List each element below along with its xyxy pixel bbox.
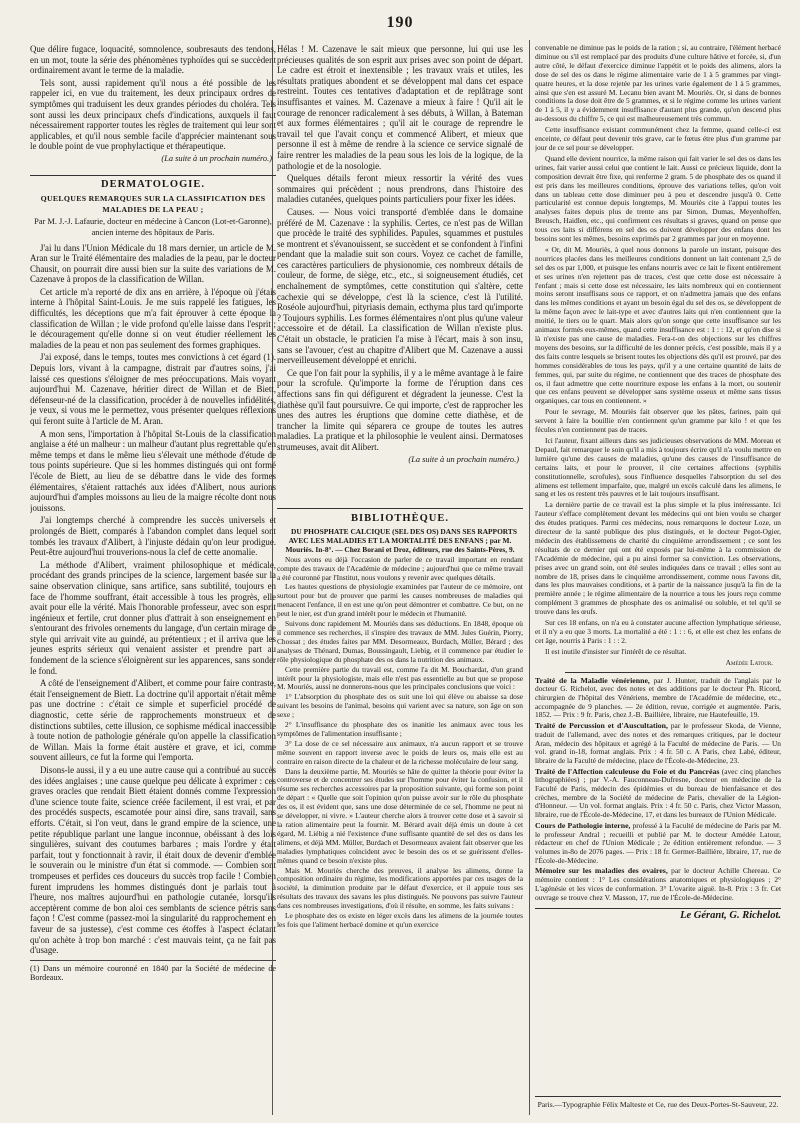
- printer-imprint: Paris.—Typographie Félix Malteste et Ce, rue des Deux-Portes-St-Sauveur, 22.: [535, 1096, 781, 1109]
- paragraph: Suivons donc rapidement M. Mouriès dans ses déductions. En 1848, époque où il commence ses recherches, il s'inspire des travaux de MM. Jules Guérin, Piorry, Chossat ; des études faites par MM. Desormeaux, Burdach, Müller, Bérard ; des analyses de Thénard, Dumas, Boussingault, Liebig, et il commence par étudier le rôle physiologique du phosphate des os dans la nutrition des animaux.: [277, 619, 523, 664]
- bibliotheque-header: [277, 498, 523, 528]
- page-number: 190: [386, 14, 414, 31]
- paragraph: Il est inutile d'insister sur l'intérêt de ce résultat.: [545, 646, 687, 656]
- paragraph: La dernière partie de ce travail est la plus simple et la plus intéressante. Ici l'auteur s'efface complètement devant les médecins qui ont bien voulu se charger des études pratiques. Parmi ces médecins, nous remarquons le docteur Loze, un directeur de la santé publique des plus distingués, et le docteur Pegot-Ogier, médecin des établissemens de charité du cinquième arrondissement ; ce sont les résultats de ce dernier qui ont été exposés par lui-même à la commission de l'Académie de médecine, qui a pu ainsi former sa conviction. Les observations, prises avec un grand soin, ont été seules indiquées dans ce travail ; elles sont au nombre de 18, prises dans le cinquième arrondissement, comme nous l'avons dit, dans les plus mauvaises conditions, et à partir de la naissance jusqu'à la fin de la première année ; le régime alimentaire de la nourrice a tous les jours reçu comme complément 3 grammes de phosphate des os animalisé ou soluble, et tel qu'il se trouve dans les œufs.: [535, 500, 781, 617]
- paragraph: Hélas ! M. Cazenave le sait mieux que personne, lui qui use les précieuses qualités de son esprit aux prises avec son point de départ. Le cadre est étroit et inextensible ; les travaux vrais et utiles, les résultats pratiques abondent et se développent mal dans cet espace restreint. Toutes ces tentatives d'adaptation et de replâtrage sont insuffisantes et vaines. M. Cazenave a mieux à faire ! Qu'il ait le courage de renoncer radicalement à ses débuts, à Willan, à Bateman et aux formes élémentaires ; qu'il ait le courage de reprendre le travail tel que l'avait conçu et commencé Alibert, et mieux que personne il est à même de rendre à la science ce service signalé de faire rentrer les maladies de la peau sous les lois de la logique, de la pathologie et de la nosologie.: [277, 44, 523, 171]
- article-title: QUELQUES REMARQUES SUR LA CLASSIFICATION DES MALADIES DE LA PEAU ;: [40, 194, 266, 214]
- divider: [565, 672, 751, 673]
- paragraph: Ici l'auteur, fixant ailleurs dans ses judicieuses observations de MM. Moreau et Depaul, fait remarquer le soin qu'il a mis à toujours écrire qu'il n'a voulu mettre en lumière qu'une des causes de maladies, qu'une des causes de l'insuffisance de certains laits, et pour le prouver, il cite certaines affections (syphilis constitutionnelle, scrofules), sous l'influence desquelles l'absorption du sel des alimens est tellement imparfaite, que, malgré un excès calculé dans les alimens, le sang et les os restent très pauvres et le lait toujours insuffisant.: [535, 435, 781, 499]
- paragraph: Nous avons eu déjà l'occasion de parler de ce travail important en rendant compte des travaux de l'Académie de médecine ; aujourd'hui que ce même travail a été couronné par l'Institut, nous voulons y revenir avec quelques détails.: [277, 554, 523, 582]
- paragraph: « Or, dit M. Mouriès, à quel nous donnons la parole un instant, puisque des nourrices placées dans les meilleures conditions donnent un lait contenant 2,5 de sel des os par 1,000, et puisque les enfans nourris avec ce lait le fixent entièrement et ses urines n'en rejettent pas de traces, c'est que cette dose est nécessaire à l'enfant ; mais si cette dose est nécessaire, les laits nombreux qui en contiennent moins seront insuffisans sous ce rapport, et on n'admettra jamais que des enfans dans les mêmes conditions et ayant un besoin égal du sel des os, se développent de la même façon avec le lait-type et avec d'autres laits qui n'en contiennent que la moitié, le tiers ou le quart. Mais alors qu'on songe que cette insuffisance sur les animaux formés eux-mêmes, quand cette insuffisance est : 1 : : 12, et qu'on dise si là n'existe pas une cause de maladies. Fera-t-on des objections sur les chiffres moyens des besoins, sur la difficulté de les donner précis, c'est possible, mais il y a des faits contre lesquels se brisent toutes les objections dès qu'il est prouvé, par des hommes considérables de tous les pays, qu'il y a une certaine quantité de laits de femmes, qui, par suite du régime, ne contiennent que des traces de phosphate des os, il faut admettre que cette nourriture expose les enfans à la mort, ou soutenir que ces enfans peuvent se développer sans système osseux et même sans tissus organiques, car tous en contiennent. »: [535, 244, 781, 406]
- column-left: [30, 44, 276, 1110]
- paragraph: Pour le sevrage, M. Mouriès fait observer que les pâtes, farines, pain qui servent à faire la bouillie n'en contiennent qu'un gramme par kilo ! et que les fécules n'en contiennent pas de traces.: [535, 407, 781, 435]
- advert-title: Mémoire sur les maladies des ovaires,: [535, 866, 668, 876]
- paragraph: Causes. — Nous voici transporté d'emblée dans le domaine préféré de M. Cazenave : la syphilis. Certes, ce n'est pas de Willan que procède le traité des syphilides. Papules, squammes et pustules se montrent et s'évanouissent, se succèdent et se confondent à l'infini pendant que la maladie suit son cours. Voyez ce cachet de famille, ces caractères particuliers de physionomie, ces nombreux détails de couleur, de forme, de siège, etc., etc., si soigneusement étudiés, cet enchaînement de symptômes, cette constitution qui s'altère, cette cachexie qui se développe, c'est là la science, c'est là l'utilité. Roséole aujourd'hui, pityriasis demain, ecthyma plus tard qu'importe ? Toujours syphilis. Les formes élémentaires n'ont plus qu'une valeur accessoire et de détail. La classification de Willan n'existe plus. C'était un obstacle, le praticien l'a mise à l'écart, mais à son insu, sans se l'avouer, c'est au chapitre d'Alibert que M. Cazenave a aussi merveilleusement développé et enrichi.: [277, 206, 523, 366]
- paragraph: Sur ces 18 enfans, on n'a eu à constater aucune affection lymphatique sérieuse, et il n'y a eu que 3 morts. La mortalité a été : 1 : : 6, et elle est chez les enfans de cet âge, nourris à Paris : 1 : : 2.: [535, 618, 781, 645]
- advert: [535, 867, 781, 902]
- advert-title: Traité de Percussion et d'Auscultation,: [535, 721, 668, 731]
- review-title: DU PHOSPHATE CALCIQUE (SEL DES OS) DANS SES RAPPORTS AVEC LES MALADIES ET LA MORTALITÉ DES ENFANS ; par M. Mouriès. In-8°. — Chez Borani et Droz, éditeurs, rue des Saints-Pères, 9.: [285, 528, 517, 554]
- advert-text: par J. Hunter, traduit de l'anglais par le docteur G. Richelot, avec des notes et des additions par le docteur Ph. Ricord, chirurgien de l'hôpital des Vénériens, membre de l'Académie de médecine, etc., accompagnée de 9 planches. — 2e édition, revue, corrigée et augmentée. Paris, 1852. — Prix : 9 fr. Paris, chez J.-B. Baillière, libraire, rue Hautefeuille, 19.: [535, 675, 781, 720]
- article-byline: Par M. J.-J. Lafaurie, docteur en médecine à Cancon (Lot-et-Garonne), ancien interne des hôpitaux de Paris.: [34, 217, 272, 237]
- column-right: [535, 44, 781, 1092]
- signature: Amédée Latour.: [725, 657, 773, 667]
- paragraph: 1° L'absorption du phosphate des os suit une loi qui élève ou abaisse sa dose suivant les besoins de l'animal, besoins qui varient avec sa nature, son âge on son sexe ;: [277, 692, 523, 720]
- paragraph: La méthode d'Alibert, vraiment philosophique et médicale, procédant des grands principes de la science, largement basée sur la saine observation clinique, sans artifice, sans subtilité, toujours en face de l'homme souffrant, était accessible à tous les progrès, elle avait pour elle la vérité. Mais l'honorable professeur, avec son esprit ingénieux et fertile, crut donner plus d'attrait à son enseignement en s'entourant des frivoles ornements du langage, d'un certain mirage de style qui arrivait vite au guindé, au prétentieux ; et il arriva que les jeunes esprits sérieux qui venaient assister et prendre part au fondement de la science s'éloignèrent sur les apparences, sans sonder le fond.: [30, 559, 276, 676]
- advert: [535, 722, 781, 766]
- paragraph: Tels sont, aussi rapidement qu'il nous a été possible de les rappeler ici, en vue du traitement, les deux principaux ordres de symptômes qui traduisent les deux grandes périodes du choléra. Tels sont aussi les deux principaux chefs d'indications, auxquels il faut nécessairement rapporter toutes les règles de traitement qui leur sont applicables, et qu'il nous semble facile d'apprécier maintenant sous le double point de vue prophylactique et thérapeutique.: [30, 77, 276, 152]
- bibliotheque-review: [277, 528, 523, 1116]
- paragraph: Dans la deuxième partie, M. Mouriès se hâte de quitter la théorie pour éviter la controverse et de concentrer ses études sur l'homme pour éviter la confusion, et il résume ses recherches accessoires par la proposition suivante, qui forme son point de départ : « Quelle que soit l'opinion qu'on puisse avoir sur le rôle du phosphate des os, il est évident que, sans une dose déterminée de ce sel, l'homme ne peut ni se développer, ni vivre. » L'auteur cherche alors à trouver cette dose et à savoir si la ration alimentaire peut la fournir. M. Bérard avait déjà émis un doute à cet égard, M. Liébig a nié l'existence d'une suffisante quantité de sel des os dans les alimens, et déjà MM. Müller, Burdach et Desormeaux avaient fait observer que les maladies lymphatiques coïncident avec le besoin des os et se guérissent d'elles-mêmes quand ce besoin n'existe plus.: [277, 766, 523, 865]
- paragraph: 3° La dose de ce sel nécessaire aux animaux, n'a aucun rapport et se trouve même souvent en rapport inverse avec le poids de leurs os, mais elle est au contraire en raison directe de la chaleur et de la richesse moléculaire de leur sang.: [277, 738, 523, 766]
- paragraph: Mais M. Mouriès cherche des preuves, il analyse les alimens, donne la composition ordinaire du régime, les modifications apportées par ces usages de la société, la diminution produite par le défaut d'exercice, et il appuie tous ses résultats des travaux des savans les plus distingués. Ne pouvons pas suivre l'auteur dans ces nombreuses investigations, d'où il résulte, en somme, les faits suivans :: [277, 865, 523, 911]
- paragraph: 2° L'insuffisance du phosphate des os inanitie les animaux avec tous les symptômes de l'alimentation insuffisante ;: [277, 720, 523, 738]
- paragraph: J'ai longtemps cherché à comprendre les succès universels et prolongés de Biett, comparés à l'abandon complet dans lequel sont tombés les travaux d'Alibert, à l'injuste dédain qu'on leur prodigue. Peut-être aujourd'hui trouverions-nous la clef de cette anomalie.: [30, 515, 276, 558]
- paragraph: convenable ne diminue pas le poids de la ration ; si, au contraire, l'élément herbacé diminue ou s'il est remplacé par des produits d'une culture hâtive et forcée, si, d'un autre côté, le défaut d'exercice diminue l'appétit et le poids des alimens, alors la dose de sel des os dans le régime alimentaire varie de 1 à 5 grammes par vingt-quatre heures, et la dose rejetée par les urines varie également de 1 à 5 grammes, ainsi que s'en est assuré M. Lecanu bien avant M. Mouriès. Or, si dans de bonnes conditions la dose doit être de 5 grammes, et si le régime comme les urines varient de 1 à 5, il y a évidemment insuffisance d'autant plus grande, qu'on descend plus au-dessous du chiffre 5, ce qui est malheureusement très commun.: [535, 44, 781, 124]
- advert: [535, 822, 781, 866]
- gerant-signature: Le Gérant, G. Richelot.: [535, 908, 781, 921]
- paragraph: Cet article m'a reporté de dix ans en arrière, à l'époque où j'étais interne à l'hôpital Saint-Louis. Je me suis rappelé les fatigues, les difficultés, les déceptions que m'a fait éprouver à cette époque la classification de Willan ; le vide profond qu'elle laisse dans l'esprit ; le découragement qu'elle donne si on veut étudier réellement les maladies de la peau et non pas seulement des formes graphiques.: [30, 286, 276, 350]
- paragraph: A côté de l'enseignement d'Alibert, et comme pour faire contraste, était l'enseignement de Biett. La doctrine qu'il apportait n'était même pas une doctrine : c'était ce simple et superficiel procédé de diagnostic, cette série de rapprochements monstrueux et de distinctions subtiles, cette illusion, ce sophisme médical inaccessible à toute notion de pathologie générale qu'on appelle la classification de Willan. Mais la forme était austère et grave, et ici, comme souvent ailleurs, ce fut la forme qui l'emporta.: [30, 678, 276, 763]
- paragraph: Quelques détails feront mieux ressortir la vérité des vues sommaires qui précèdent ; nous prendrons, dans l'histoire des maladies cutanées, quelques points particuliers pour fixer les idées.: [277, 173, 523, 205]
- section-title-dermatologie: DERMATOLOGIE.: [30, 175, 276, 191]
- advert-text: (avec cinq planches lithographiées) ; par V.-A. Fauconneau-Dufresne, docteur en médecine de la Faculté de Paris, médecin des épidémies et du bureau de bienfaisance et des crèches, membre de la Société de médecine de Paris, chevalier de la Légion-d'Honneur. — Un vol. format anglais. Prix : 4 fr. 50 c. Paris, chez Victor Masson, libraire, rue de l'École-de-Médecine, 17, et dans les bureaux de l'Union Médicale.: [535, 766, 781, 820]
- paragraph: Les hautes questions de physiologie examinées par l'auteur de ce mémoire, ont surtout pour but de prouver que parmi les causes nombreuses de maladies qui menacent l'enfance, il en est une qu'on peut démontrer et combattre. Ce but, on ne peut le nier, est d'un grand intérêt pour le médecin et l'humanité.: [277, 582, 523, 619]
- footnote: (1) Dans un mémoire couronné en 1840 par la Société de médecine de Bordeaux.: [30, 960, 276, 983]
- advert-text: professé à la Faculté de médecine de Paris par M. le professeur Andral ; recueilli et publié par M. le docteur Amédée Latour, rédacteur en chef de l'Union Médicale ; 2e édition entièrement refondue. — 3 volumes in-8o de 2076 pages. — Prix : 18 fr. Germer-Baillière, libraire, 17, rue de l'École-de-Médecine.: [535, 820, 781, 865]
- column-middle: [277, 44, 523, 528]
- advert-title: Traité de la Maladie vénérienne,: [535, 675, 650, 685]
- paragraph: Que délire fugace, loquacité, somnolence, soubresauts des tendons, en un mot, toute la série des phénomènes typhoïdes qui se succèdent ordinairement avant le terme de la maladie.: [30, 44, 276, 76]
- advert-text: par le docteur Achille Chereau. Ce mémoire contient : 1° Les considérations anatomiques et physiologiques ; 2° L'agénésie et les vices de conformation. 3° L'ovarite aiguë. In-8. Prix : 3 fr. Cet ouvrage se trouve chez V. Masson, 17, rue de l'École-de-Médecine.: [535, 866, 781, 902]
- column-rule-right: [529, 40, 530, 1115]
- paragraph: A mon sens, l'importation à l'hôpital St-Louis de la classification anglaise a été un malheur : un malheur d'autant plus regrettable qu'en même temps et dans le même lieu s'élevait une méthode d'étude de tous points supérieure. Que si les hommes distingués qui ont formé l'école de Biett, au lieu de se débattre dans le vide des formes élémentaires, s'étaient rattachés aux idées d'Alibert, nous aurions aujourd'hui d'amples moissons au lieu de la maigre récolte dont nous jouissons.: [30, 428, 276, 513]
- continued-note: (La suite à un prochain numéro.): [408, 454, 519, 464]
- continued-note: (La suite à un prochain numéro.): [161, 153, 272, 163]
- paragraph: J'ai exposé, dans le temps, toutes mes convictions à cet égard (1). Depuis lors, vivant à la campagne, distrait par d'autres soins, j'ai laissé ces questions s'éloigner de mes préoccupations. Mais voyant aujourd'hui M. Cazenave, héritier direct de Willan et de Biett, défenseur-né de la classification, procéder à de nouvelles infidélités, je veux, si vous me le permettez, vous présenter quelques réflexions qui feront suite à l'article de M. Aran.: [30, 352, 276, 426]
- paragraph: Cette première partie du travail est, comme l'a dit M. Bouchardat, d'un grand intérêt pour la physiologiste, mais elle n'est pas essentielle au but que se propose M. Mouriès, aussi ne donnerons-nous que les principales conclusions que voici :: [277, 664, 523, 692]
- advert-text: par le professeur Skoda, de Vienne, traduit de l'allemand, avec des notes et des remarques critiques, par le docteur Aran, médecin des hôpitaux et agrégé à la Faculté de médecine de Paris. — Un vol. grand in-18, format anglais. Prix : 4 fr. 50 c. A Paris, chez Labé, éditeur, libraire de la Faculté de médecine, place de l'École-de-Médecine, 23.: [535, 721, 781, 765]
- paragraph: Disons-le aussi, il y a eu une autre cause qui a contribué au succès des idées anglaises ; une cause quelque peu délicate à exprimer : ces graves oracles que rendait Biett étaient donnés comme l'expression d'une science toute faite, science créée facilement, il est vrai, et par des procédés suspects, escamotée pour ainsi dire, sans travail, sans efforts. C'était, si l'on veut, dans le grand empire de la science, une petite république parlant une langue inconnue, obéissant à des lois singulières, suivant des coutumes barbares ; mais l'ordre y était parfait, tout y fonctionnait à ravir, il était doux de devenir d'emblée le souverain ou le ministre d'un état si commode. — Combien sont trompeuses et perfides ces douceurs du succès trop facile ! Combien furent imprudens les hommes distingués dont je parlais tout à l'heure, nos maîtres aujourd'hui en pathologie cutanée, lorsqu'ils acceptèrent comme de bon aloi ces semblants de science pétris sans façon ! C'est comme (passez-moi la singularité du rapprochement en faveur de sa justesse), c'est comme ces étoffes à l'aspect éclatant qu'on achète à trop bon marché : c'est mauvais teint, ça ne fait pas d'usage.: [30, 765, 276, 956]
- paragraph: J'ai lu dans l'Union Médicale du 18 mars dernier, un article de M. Aran sur le Traité élémentaire des maladies de la peau, par le docteur Chausit, on pourrait dire aussi bien sur la suite des variations de M. Cazenave à propos de la classification de Willan.: [30, 242, 276, 285]
- section-title-bibliotheque: BIBLIOTHÈQUE.: [277, 508, 523, 524]
- paragraph: Quand elle devient nourrice, la même raison qui fait varier le sel des os dans les urines, fait varier aussi celui que contient le lait. Aussi ce précieux liquide, dont la composition devrait être fixe, qui renferme 2 gram. 5 de phosphate des os quand il est pris dans les meilleures conditions, éprouve des variations telles, qu'on voit dans un tableau cette dose diminuer peu à peu et descendre jusqu'à 0. Cette particularité est connue depuis longtemps, M. Mouriès cite à l'appui toutes les analyses faites depuis plus de trente ans par Simon, Dumas, Meyenhoffen, Breusch, Haidlen, etc., qui confirment ces résultats si graves, quand on pense que tous ces laits si différens en sel des os doivent développer des enfans dont les besoins sont les mêmes, besoins exprimés par 2 grammes par jour en moyenne.: [535, 153, 781, 244]
- paragraph: Cette insuffisance existant communément chez la femme, quand celle-ci est enceinte, ce défaut peut devenir très grave, car le fœtus étre plus d'un gramme par jour de ce sel pour se développer.: [535, 125, 781, 152]
- paragraph: Ce que l'on fait pour la syphilis, il y a le même avantage à le faire pour la scrofule. Qu'importe la forme de l'éruption dans ces affections sans fin qui défigurent et dégradent la jeunesse. C'est la diathèse qu'il faut poursuivre. Ce qui importe, c'est de rapprocher les unes des autres les éruptions que domine cette diathèse, et de trancher la limite qui séparera ce groupe de toutes les autres maladies. La pratique et la philosophie le veulent ainsi. Dermatoses strumeuses, avait dit Alibert.: [277, 367, 523, 452]
- advert: [535, 677, 781, 721]
- advert-title: Cours de Pathologie interne,: [535, 820, 631, 830]
- advert: [535, 768, 781, 820]
- paragraph: Le phosphate des os existe en léger excès dans les alimens de la journée toutes les fois que l'aliment herbacé domine et qu'un exercice: [277, 911, 523, 929]
- advert-title: Traité de l'Affection calculeuse du Foie et du Pancréas: [535, 766, 720, 776]
